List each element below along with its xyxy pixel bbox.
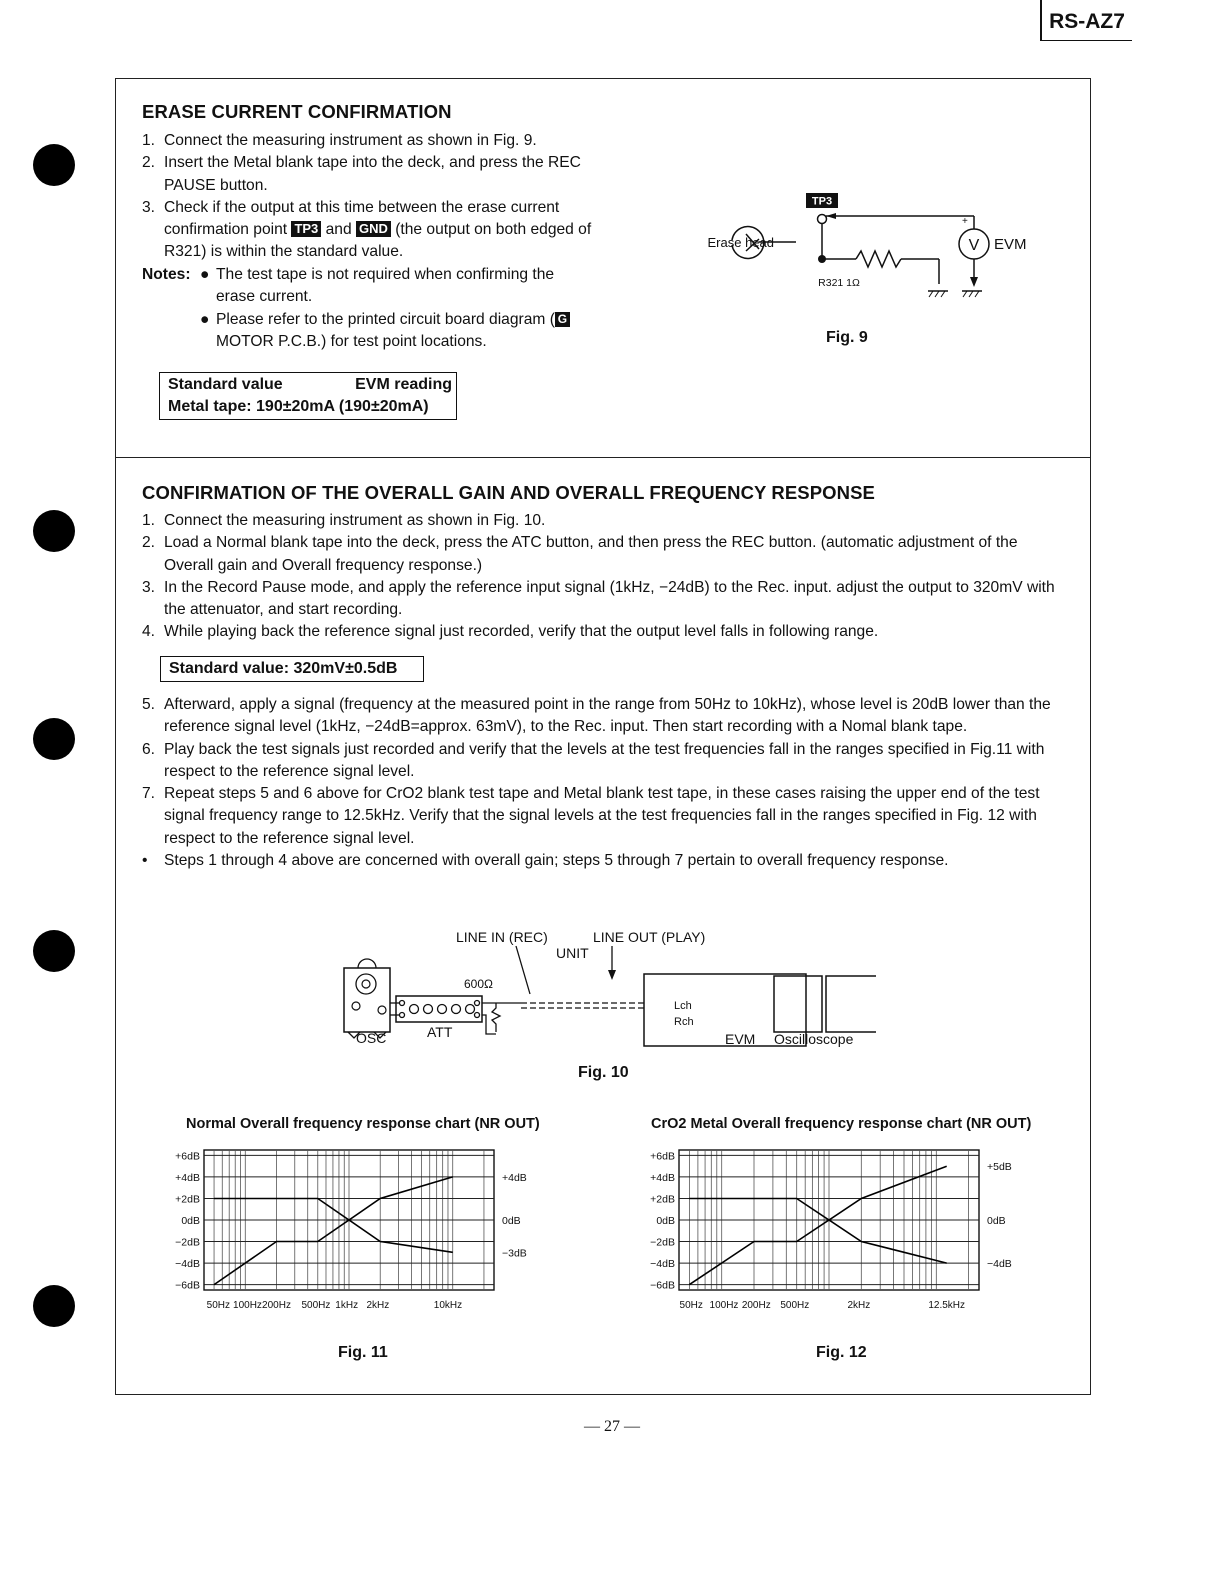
step-item: 4. While playing back the reference signal just recorded, verify that the output level falls in following range. (142, 623, 879, 641)
limit-line (689, 1220, 946, 1285)
svg-text:Oscilloscope: Oscilloscope (774, 1031, 854, 1047)
limit-label: +5dB (987, 1161, 1012, 1174)
fig11-chart (156, 1142, 576, 1320)
limit-line (689, 1166, 946, 1220)
x-tick-label: 12.5kHz (928, 1300, 966, 1311)
section-title: CONFIRMATION OF THE OVERALL GAIN AND OVERALL FREQUENCY RESPONSE (142, 482, 875, 503)
svg-text:V: V (968, 237, 980, 254)
tp3-badge: TP3 (291, 221, 321, 237)
limit-label: −4dB (987, 1258, 1012, 1271)
section-title: ERASE CURRENT CONFIRMATION (142, 101, 452, 122)
svg-text:EVM: EVM (725, 1031, 756, 1047)
svg-text:UNIT: UNIT (556, 945, 589, 961)
x-tick-label: 10kHz (433, 1300, 463, 1311)
fig10-caption: Fig. 10 (578, 1064, 629, 1081)
binder-hole (33, 1285, 75, 1327)
svg-text:Rch: Rch (674, 1016, 694, 1028)
fig12-caption: Fig. 12 (816, 1344, 867, 1361)
notes: Notes: ● The test tape is not required when confirming the erase current. ● Please refer to the printed circuit board diagram ( G MOTOR P.C.B.) for test point locations. (142, 264, 592, 353)
svg-text:TP3: TP3 (811, 195, 833, 208)
overall-gain-panel (115, 457, 1091, 1395)
step-item: 3. In the Record Pause mode, and apply the reference input signal (1kHz, −24dB) to the Rec. input. adjust the output to 320mV with the attenuator, and start recording. (142, 578, 1055, 619)
svg-text:ATT: ATT (427, 1024, 453, 1040)
y-tick-label: −2dB (175, 1236, 200, 1249)
y-tick-label: −6dB (650, 1279, 675, 1292)
limit-label: 0dB (987, 1215, 1006, 1227)
y-tick-label: +2dB (650, 1193, 675, 1206)
step-item: • Steps 1 through 4 above are concerned with overall gain; steps 5 through 7 pertain to overall frequency response. (142, 852, 949, 870)
y-tick-label: −4dB (175, 1258, 200, 1271)
x-tick-label: 100Hz (233, 1300, 262, 1311)
x-tick-label: 50Hz (206, 1300, 231, 1311)
erase-steps (142, 130, 592, 264)
y-tick-label: +6dB (650, 1150, 675, 1163)
x-tick-label: 50Hz (679, 1300, 703, 1311)
standard-value-box: Standard value: 320mV±0.5dB (160, 656, 424, 682)
binder-hole (33, 718, 75, 760)
y-tick-label: −4dB (650, 1258, 675, 1271)
svg-text:Lch: Lch (674, 1000, 692, 1012)
binder-hole (33, 510, 75, 552)
svg-text:LINE OUT (PLAY): LINE OUT (PLAY) (593, 929, 706, 945)
model-number: RS-AZ7 (1040, 0, 1132, 41)
y-tick-label: 0dB (656, 1215, 675, 1227)
x-tick-label: 2kHz (847, 1300, 871, 1311)
y-tick-label: 0dB (181, 1215, 200, 1227)
x-tick-label: 200Hz (262, 1300, 291, 1311)
y-tick-label: +4dB (650, 1171, 675, 1184)
overall-steps-continued (142, 694, 1070, 872)
svg-text:+: + (962, 216, 968, 227)
step-item: 1. Connect the measuring instrument as shown in Fig. 10. (142, 512, 546, 529)
motor-pcb-icon: G (555, 312, 570, 327)
binder-hole (33, 144, 75, 186)
step-item: 2. Insert the Metal blank tape into the deck, and press the REC PAUSE button. (142, 154, 581, 194)
erase-current-panel (115, 78, 1091, 458)
overall-steps (142, 510, 1070, 644)
standard-value-table: Standard value EVM reading Metal tape: 190±20mA (190±20mA) (159, 372, 457, 420)
step-item: 7. Repeat steps 5 and 6 above for CrO2 blank test tape and Metal blank test tape, in these cases raising the upper end of the test signal frequency range to 12.5kHz. Verify that the signal levels at the test frequencies fall in the ranges specified in Fig. 12 with respect to the reference signal level. (142, 785, 1040, 847)
y-tick-label: +4dB (175, 1171, 200, 1184)
y-tick-label: −6dB (175, 1279, 200, 1292)
fig11-title: Normal Overall frequency response chart (NR OUT) (186, 1116, 540, 1132)
fig9-schematic (656, 187, 1056, 317)
svg-text:LINE IN (REC): LINE IN (REC) (456, 929, 548, 945)
limit-label: −3dB (502, 1247, 527, 1260)
svg-text:Erase head: Erase head (707, 235, 774, 250)
y-tick-label: +6dB (175, 1150, 200, 1163)
step-item: 5. Afterward, apply a signal (frequency at the measured point in the range from 50Hz to 10kHz), whose level is 20dB lower than the reference signal level (1kHz, −24dB=approx. 63mV), to the Rec. input. Then start recording with a Nomal blank tape. (142, 696, 1051, 736)
binder-hole (33, 930, 75, 972)
fig11-caption: Fig. 11 (338, 1344, 388, 1361)
fig10-connection-diagram (336, 924, 876, 1050)
step-item: 1. Connect the measuring instrument as shown in Fig. 9. (142, 132, 537, 149)
step-item: 6. Play back the test signals just recorded and verify that the levels at the test frequencies fall in the ranges specified in Fig.11 with respect to the reference signal level. (142, 740, 1045, 780)
x-tick-label: 500Hz (301, 1300, 331, 1311)
limit-line (214, 1220, 453, 1285)
step-item: 2. Load a Normal blank tape into the deck, press the ATC button, and then press the REC button. (automatic adjustment of the Overall gain and Overall frequency response.) (142, 534, 1018, 574)
limit-label: 0dB (502, 1215, 521, 1227)
svg-text:OSC: OSC (356, 1030, 387, 1046)
x-tick-label: 500Hz (780, 1300, 810, 1311)
x-tick-label: 2kHz (366, 1300, 390, 1311)
x-tick-label: 100Hz (709, 1300, 739, 1311)
gnd-badge: GND (356, 221, 391, 237)
y-tick-label: −2dB (650, 1236, 675, 1249)
y-tick-label: +2dB (175, 1193, 200, 1206)
limit-label: +4dB (502, 1171, 527, 1184)
page-number: — 27 — (584, 1418, 640, 1435)
svg-text:EVM: EVM (994, 236, 1027, 253)
fig12-chart (631, 1142, 1071, 1320)
svg-text:R321 1Ω: R321 1Ω (818, 277, 860, 289)
fig9-caption: Fig. 9 (826, 329, 868, 346)
svg-text:600Ω: 600Ω (464, 977, 493, 991)
x-tick-label: 200Hz (741, 1300, 771, 1311)
fig12-title: CrO2 Metal Overall frequency response chart (NR OUT) (651, 1116, 1032, 1132)
step-item: 3. Check if the output at this time between the erase current confirmation point TP3 and GND (the output on both edged of R321) is within the standard value. (142, 198, 592, 261)
x-tick-label: 1kHz (335, 1300, 359, 1311)
